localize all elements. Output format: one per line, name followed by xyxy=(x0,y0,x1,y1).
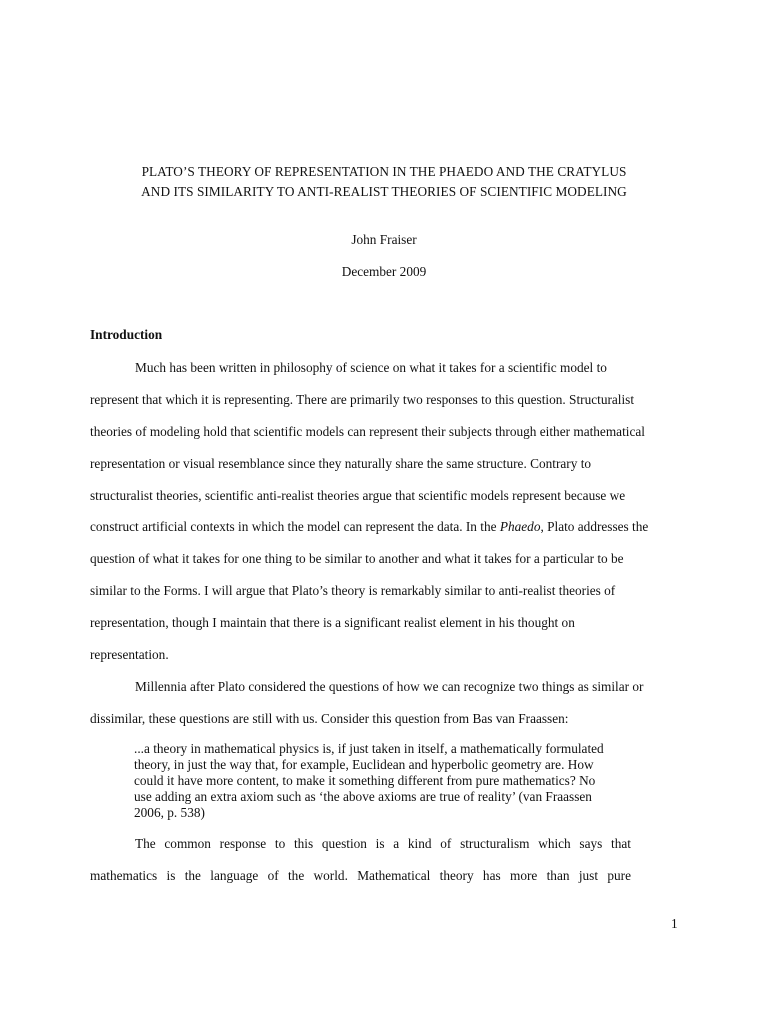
section-heading-introduction: Introduction xyxy=(90,327,163,342)
paragraph-1-line-7: question of what it takes for one thing to be similar to another and what it takes for a particular to be xyxy=(90,551,624,566)
paragraph-1-line-1: Much has been written in philosophy of science on what it takes for a scientific model to xyxy=(135,360,607,375)
paragraph-1-line-3: theories of modeling hold that scientific models can represent their subjects through either mathematical xyxy=(90,424,645,439)
block-quote-line-4: use adding an extra axiom such as ‘the above axioms are true of reality’ (van Fraassen xyxy=(134,789,592,804)
paper-date: December 2009 xyxy=(341,264,427,279)
paragraph-2-line-1: Millennia after Plato considered the questions of how we can recognize two things as similar or xyxy=(135,679,644,694)
block-quote-line-2: theory, in just the way that, for example, Euclidean and hyperbolic geometry are. How xyxy=(134,757,594,772)
paper-title-line-1: PLATO’S THEORY OF REPRESENTATION IN THE PHAEDO AND THE CRATYLUS xyxy=(141,164,627,179)
block-quote-line-1: ...a theory in mathematical physics is, if just taken in itself, a mathematically formulated xyxy=(134,741,604,756)
paragraph-1-line-4: representation or visual resemblance since they naturally share the same structure. Contrary to xyxy=(90,456,592,471)
paragraph-1-line-6 xyxy=(90,519,670,535)
block-quote-line-3: could it have more content, to make it something different from pure mathematics? No xyxy=(134,773,596,788)
phaedo-italic: Phaedo xyxy=(499,519,541,534)
paragraph-1-line-6-end: , Plato addresses the xyxy=(540,519,649,534)
paragraph-1-line-8: similar to the Forms. I will argue that Plato’s theory is remarkably similar to anti-realist theories of xyxy=(90,583,616,598)
paragraph-1-line-5: structuralist theories, scientific anti-realist theories argue that scientific models represent because we xyxy=(90,488,626,503)
paragraph-1-line-6-start: construct artificial contexts in which the model can represent the data. In the xyxy=(90,519,500,534)
paragraph-1-line-2: represent that which it is representing. There are primarily two responses to this question. Structuralist xyxy=(90,392,635,407)
paragraph-1-line-10: representation. xyxy=(90,647,169,662)
paragraph-2-line-2: dissimilar, these questions are still with us. Consider this question from Bas van Fraassen: xyxy=(90,711,569,726)
paragraph-1-line-9: representation, though I maintain that there is a significant realist element in his thought on xyxy=(90,615,575,630)
block-quote-line-5: 2006, p. 538) xyxy=(134,805,205,820)
page-number: 1 xyxy=(671,916,678,931)
paragraph-3-line-2: mathematics is the language of the world. Mathematical theory has more than just pure xyxy=(90,868,631,883)
author-name: John Fraiser xyxy=(351,232,417,247)
paper-title-line-2: AND ITS SIMILARITY TO ANTI-REALIST THEORIES OF SCIENTIFIC MODELING xyxy=(141,184,627,199)
paragraph-3-line-1: The common response to this question is a kind of structuralism which says that xyxy=(135,836,631,851)
